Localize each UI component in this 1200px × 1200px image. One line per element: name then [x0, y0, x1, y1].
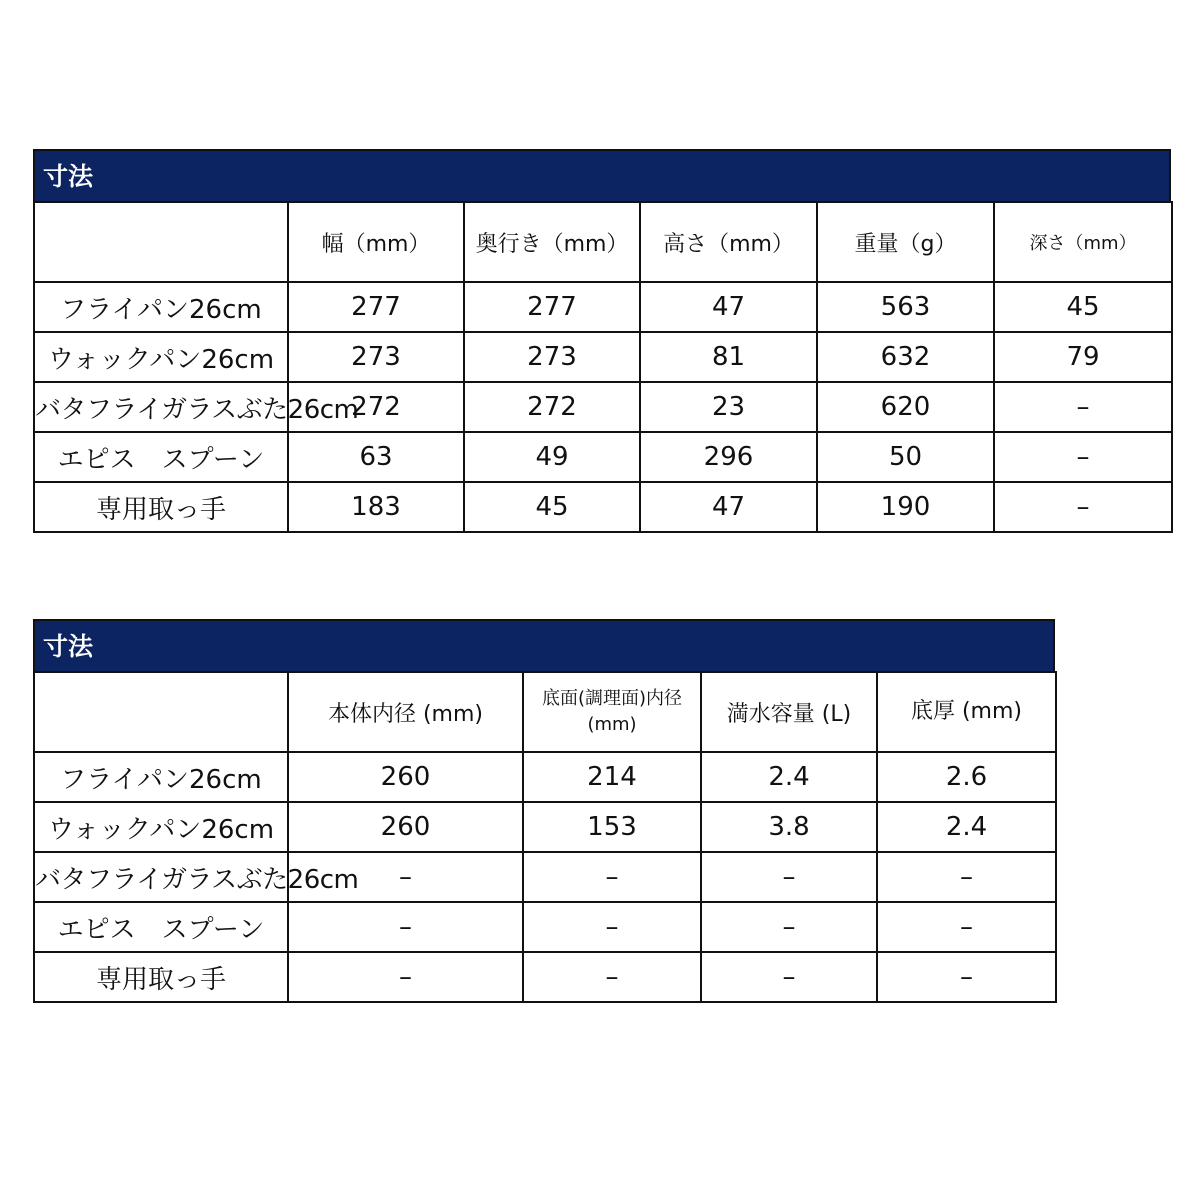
table-cell: 190: [817, 482, 994, 532]
table-cell: 260: [288, 802, 523, 852]
row-label: ウォックパン26cm: [34, 332, 288, 382]
table-cell: –: [288, 902, 523, 952]
table-cell: 79: [994, 332, 1172, 382]
table-cell: 620: [817, 382, 994, 432]
table-cell: –: [877, 902, 1056, 952]
table-cell: 272: [464, 382, 640, 432]
table-cell: 63: [288, 432, 464, 482]
header-row: [34, 202, 1172, 282]
dimensions-table-2: [33, 619, 1055, 1003]
table-cell: 2.4: [877, 802, 1056, 852]
column-header: 深さ（mm）: [994, 202, 1172, 282]
column-header: 奥行き（mm）: [464, 202, 640, 282]
table-cell: 296: [640, 432, 817, 482]
row-label: エピス スプーン: [34, 902, 288, 952]
table-cell: 3.8: [701, 802, 877, 852]
table-cell: 49: [464, 432, 640, 482]
table-row: [34, 902, 1056, 952]
table-row: [34, 802, 1056, 852]
table-title: 寸法: [33, 619, 1055, 671]
table-cell: –: [877, 952, 1056, 1002]
table-cell: –: [994, 382, 1172, 432]
table-cell: 214: [523, 752, 701, 802]
table-row: [34, 432, 1172, 482]
table-row: [34, 852, 1056, 902]
corner-cell: [34, 202, 288, 282]
column-header: 満水容量 (L): [701, 672, 877, 752]
row-label: バタフライガラスぶた26cm: [34, 852, 288, 902]
table-cell: 81: [640, 332, 817, 382]
table-cell: 272: [288, 382, 464, 432]
spec-table: [33, 201, 1173, 533]
column-header: 底厚 (mm): [877, 672, 1056, 752]
table-row: [34, 282, 1172, 332]
table-row: [34, 952, 1056, 1002]
table-cell: 47: [640, 482, 817, 532]
table-cell: –: [877, 852, 1056, 902]
table-row: [34, 752, 1056, 802]
table-cell: 563: [817, 282, 994, 332]
row-label: エピス スプーン: [34, 432, 288, 482]
table-cell: –: [994, 432, 1172, 482]
table-title: 寸法: [33, 149, 1171, 201]
table-cell: –: [523, 852, 701, 902]
row-label: 専用取っ手: [34, 482, 288, 532]
table-cell: 153: [523, 802, 701, 852]
table-cell: –: [701, 852, 877, 902]
table-cell: –: [701, 902, 877, 952]
column-header: 本体内径 (mm): [288, 672, 523, 752]
table-cell: 23: [640, 382, 817, 432]
table-cell: 632: [817, 332, 994, 382]
table-cell: –: [523, 902, 701, 952]
table-cell: 277: [464, 282, 640, 332]
table-cell: –: [288, 952, 523, 1002]
row-label: フライパン26cm: [34, 752, 288, 802]
table-cell: 50: [817, 432, 994, 482]
table-cell: 2.6: [877, 752, 1056, 802]
table-cell: 45: [994, 282, 1172, 332]
table-cell: –: [288, 852, 523, 902]
table-cell: 2.4: [701, 752, 877, 802]
column-header: 底面(調理面)内径(mm): [523, 672, 701, 752]
table-cell: 277: [288, 282, 464, 332]
table-cell: –: [994, 482, 1172, 532]
table-cell: 45: [464, 482, 640, 532]
column-header: 高さ（mm）: [640, 202, 817, 282]
table-cell: –: [701, 952, 877, 1002]
table-cell: 183: [288, 482, 464, 532]
column-header: 重量（g）: [817, 202, 994, 282]
table-cell: 260: [288, 752, 523, 802]
spec-table: [33, 671, 1057, 1003]
table-row: [34, 482, 1172, 532]
table-cell: 273: [288, 332, 464, 382]
header-row: [34, 672, 1056, 752]
table-cell: 273: [464, 332, 640, 382]
corner-cell: [34, 672, 288, 752]
column-header: 幅（mm）: [288, 202, 464, 282]
row-label: 専用取っ手: [34, 952, 288, 1002]
dimensions-table-1: [33, 149, 1171, 533]
row-label: バタフライガラスぶた26cm: [34, 382, 288, 432]
table-row: [34, 332, 1172, 382]
row-label: ウォックパン26cm: [34, 802, 288, 852]
table-cell: 47: [640, 282, 817, 332]
row-label: フライパン26cm: [34, 282, 288, 332]
table-row: [34, 382, 1172, 432]
table-cell: –: [523, 952, 701, 1002]
